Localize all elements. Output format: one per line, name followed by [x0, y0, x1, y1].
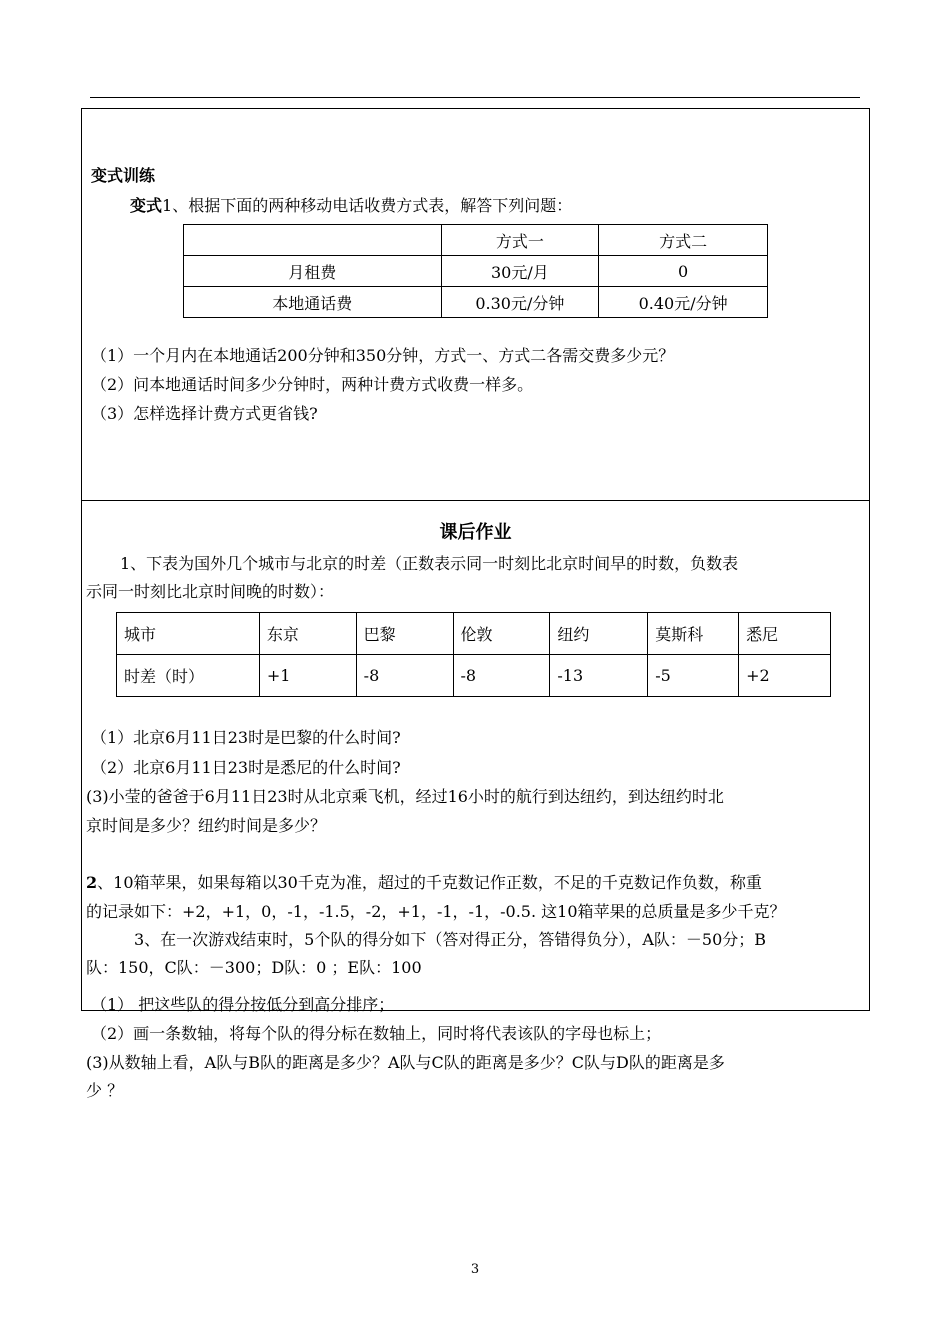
table-cell: 时差（时）	[117, 655, 260, 697]
table-cell	[184, 225, 442, 256]
table-cell: -8	[356, 655, 453, 697]
q2-text: 、10箱苹果，如果每箱以30千克为准，超过的千克数记作正数，不足的千克数记作负数，称重	[97, 873, 762, 892]
table-cell: 纽约	[550, 613, 648, 655]
q3-sub-2: （2）画一条数轴，将每个队的得分标在数轴上，同时将代表该队的字母也标上；	[91, 1024, 662, 1043]
variant-intro-prefix: 变式	[130, 196, 163, 215]
variant-heading: 变式训练	[91, 166, 156, 185]
table-cell: 方式一	[441, 225, 599, 256]
table-row	[117, 613, 831, 655]
variant-intro-text: 1、根据下面的两种移动电话收费方式表，解答下列问题：	[162, 196, 573, 215]
variant-question-3: （3）怎样选择计费方式更省钱?	[91, 404, 318, 423]
table-cell: +1	[259, 655, 356, 697]
q1-sub-3: (3)小莹的爸爸于6月11日23时从北京乘飞机，经过16小时的航行到达纽约，到达纽约时北	[86, 787, 724, 806]
table-cell: 东京	[259, 613, 356, 655]
table-row	[117, 655, 831, 697]
table-cell: 本地通话费	[184, 287, 442, 318]
q2-line-2: 的记录如下：+2，+1，0，-1，-1.5，-2，+1，-1，-1，-0.5. 这10箱苹果的总质量是多少千克？	[86, 902, 786, 921]
q3-line-2: 队：150，C队：－300；D队：0 ；E队：100	[86, 958, 422, 977]
homework-title: 课后作业	[439, 522, 512, 543]
table-cell: 0.40元/分钟	[599, 287, 768, 318]
q3-sub-4: 少 ？	[86, 1081, 124, 1100]
variant-section	[82, 109, 869, 501]
table-cell: +2	[739, 655, 831, 697]
variant-question-1: （1）一个月内在本地通话200分钟和350分钟，方式一、方式二各需交费多少元？	[91, 346, 675, 365]
table-row	[184, 256, 768, 287]
q1-sub-1: （1）北京6月11日23时是巴黎的什么时间?	[91, 728, 401, 747]
q1-sub-4: 京时间是多少？纽约时间是多少？	[86, 816, 327, 835]
q1-sub-2: （2）北京6月11日23时是悉尼的什么时间?	[91, 758, 401, 777]
table-cell: -8	[453, 655, 550, 697]
q2-number: 2	[86, 873, 98, 892]
table-row	[184, 287, 768, 318]
table-row	[184, 225, 768, 256]
table-cell: -5	[648, 655, 739, 697]
table-cell: 悉尼	[739, 613, 831, 655]
table-cell: 月租费	[184, 256, 442, 287]
time-zone-table	[116, 612, 831, 697]
content-frame	[81, 108, 870, 1100]
table-cell: 城市	[117, 613, 260, 655]
fee-table	[183, 224, 768, 318]
table-cell: -13	[550, 655, 648, 697]
table-cell: 30元/月	[441, 256, 599, 287]
q2-line-1	[86, 873, 762, 893]
q1-line-2: 示同一时刻比北京时间晚的时数）：	[86, 582, 335, 601]
table-cell: 伦敦	[453, 613, 550, 655]
variant-intro	[130, 196, 572, 216]
q3-sub-3: (3)从数轴上看，A队与B队的距离是多少？A队与C队的距离是多少？C队与D队的距离是多	[86, 1053, 725, 1072]
q3-line-1: 3、在一次游戏结束时，5个队的得分如下（答对得正分，答错得负分），A队：－50分；B	[134, 930, 767, 949]
table-cell: 0	[599, 256, 768, 287]
table-cell: 巴黎	[356, 613, 453, 655]
homework-section	[82, 501, 869, 1010]
header-rule	[90, 97, 860, 98]
table-cell: 0.30元/分钟	[441, 287, 599, 318]
table-cell: 方式二	[599, 225, 768, 256]
q3-sub-1: （1） 把这些队的得分按低分到高分排序；	[91, 995, 395, 1014]
variant-question-2: （2）问本地通话时间多少分钟时，两种计费方式收费一样多。	[91, 375, 534, 394]
page-number: 3	[470, 1262, 480, 1277]
table-cell: 莫斯科	[648, 613, 739, 655]
q1-line-1: 1、下表为国外几个城市与北京的时差（正数表示同一时刻比北京时间早的时数，负数表	[120, 554, 739, 573]
